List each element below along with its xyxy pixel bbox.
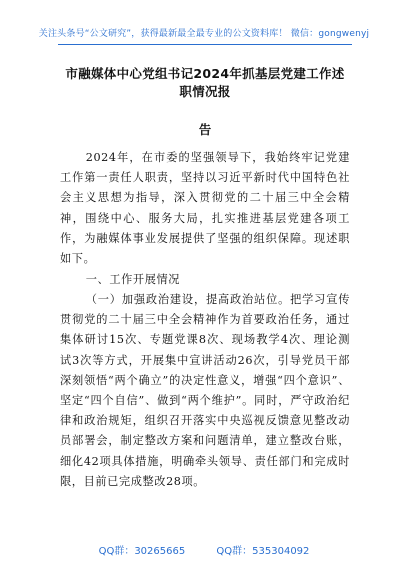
intro-paragraph: 2024年，在市委的坚强领导下，我始终牢记党建工作第一责任人职责，坚持以习近平新时代中国特色社会主义思想为指导，深入贯彻党的二十届三中全会精神，围绕中心、服务大局，扎实推进基层党建各项工作，为融媒体事业发展提供了坚强的组织保障。现述职如下。 [60,151,350,266]
section-paragraph: （一）加强政治建设，提高政治站位。把学习宣传贯彻党的二十届三中全会精神作为首要政治任务，通过集体研讨15次、专题党课8次、现场教学4次、理论测试3次等方式，开展集中宣讲活动26次，引导党员干部深刻领悟“两个确立”的决定性意义，增强“四个意识”、坚定“四个自信”、做到“两个维护”。同时，严守政治纪律和政治规矩，组织召开落实中央巡视反馈意见整改动员部署会，制定整改方案和问题清单，建立整改台账，细化42项具体措施，明确牵头领导、责任部门和完成时限，目前已完成整改28项。 [60,293,350,488]
section-heading: 一、工作开展情况 [85,273,181,286]
footer-qq-group-1: QQ群：30265665 [98,546,186,557]
footer-qq-group-2: QQ群：535304092 [216,546,310,557]
document-title-line-2: 告 [198,122,212,137]
header-divider [58,44,352,45]
footer-contacts [0,542,408,557]
header-banner: 关注头条号“公文研究”，获得最新最全最专业的公文资料库！ 微信：gongwenyj [38,29,370,39]
document-title-line-1: 市融媒体中心党组书记2024年抓基层党建工作述职情况报 [65,66,345,99]
